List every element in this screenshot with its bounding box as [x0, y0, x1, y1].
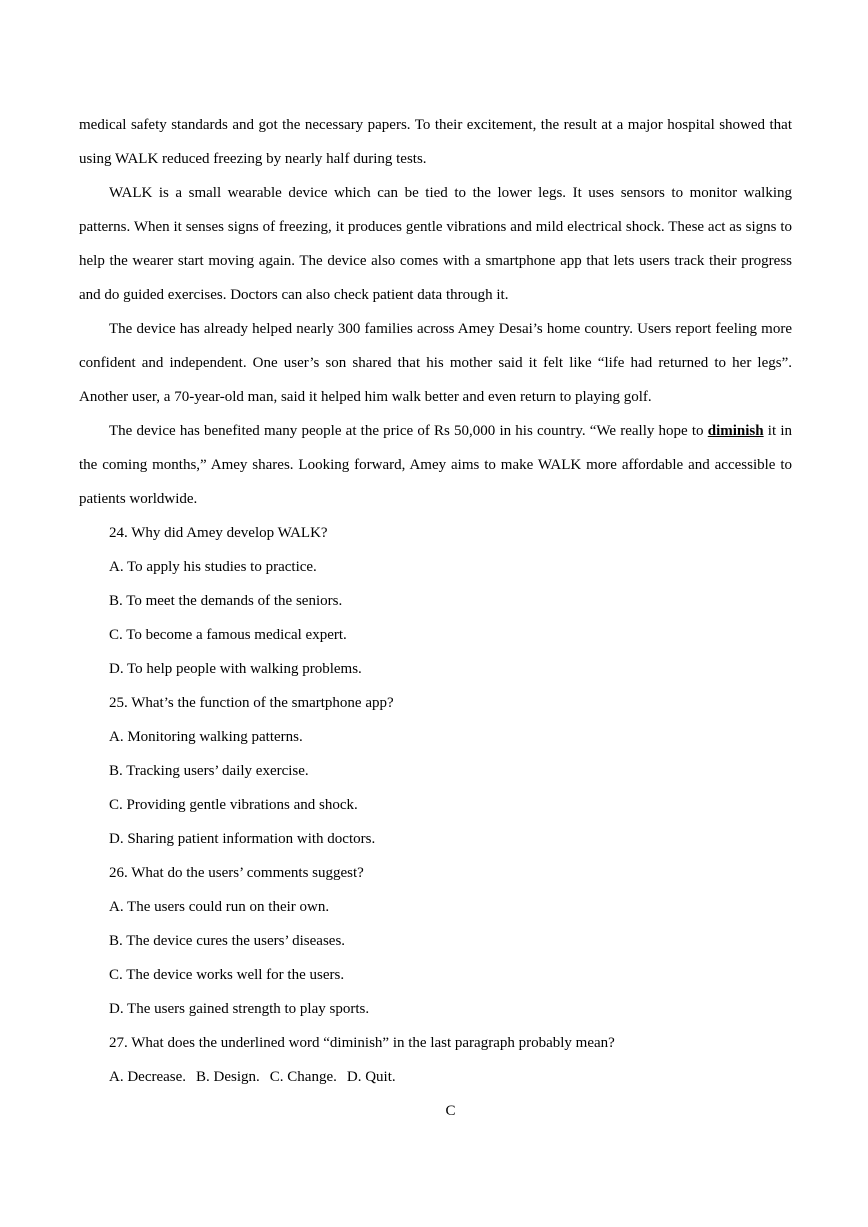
question-26-option-b: B. The device cures the users’ diseases. [109, 933, 346, 949]
question-24-option-a: A. To apply his studies to practice. [109, 559, 317, 575]
question-26-option-c: C. The device works well for the users. [109, 967, 345, 983]
question-27-option-a: A. Decrease. [109, 1069, 187, 1085]
passage-paragraph-1: medical safety standards and got the necessary papers. To their excitement, the result at a major hospital showed that using WALK reduced freezing by nearly half during tests. [79, 117, 792, 167]
question-25-option-b: B. Tracking users’ daily exercise. [109, 763, 309, 779]
question-27-option-d: D. Quit. [346, 1069, 396, 1085]
document-page [79, 108, 792, 1128]
question-26-option-a: A. The users could run on their own. [109, 899, 330, 915]
question-24-stem: 24. Why did Amey develop WALK? [109, 525, 328, 541]
question-25-option-c: C. Providing gentle vibrations and shock. [109, 797, 358, 813]
question-26-stem: 26. What do the users’ comments suggest? [109, 865, 364, 881]
underlined-word: diminish [707, 423, 764, 439]
question-27-option-b: B. Design. [196, 1069, 260, 1085]
question-25-stem: 25. What’s the function of the smartphone app? [109, 695, 394, 711]
question-25-option-d: D. Sharing patient information with doctors. [109, 831, 376, 847]
question-27-options [79, 1060, 792, 1094]
paragraph-4-text-before: The device has benefited many people at the price of Rs 50,000 in his country. “We really hope to [109, 423, 708, 439]
section-letter-heading: C [445, 1103, 456, 1119]
passage-paragraph-4 [79, 414, 792, 516]
question-25-option-a: A. Monitoring walking patterns. [109, 729, 303, 745]
question-24-option-d: D. To help people with walking problems. [109, 661, 362, 677]
passage-paragraph-3: The device has already helped nearly 300 families across Amey Desai’s home country. Users report feeling more confident and independent. One user’s son shared that his mother said it felt like “life had returned to her legs”. Another user, a 70-year-old man, said it helped him walk better and even return to playing golf. [79, 321, 792, 405]
passage-paragraph-2: WALK is a small wearable device which can be tied to the lower legs. It uses sensors to monitor walking patterns. When it senses signs of freezing, it produces gentle vibrations and mild electrical shock. These act as signs to help the wearer start moving again. The device also comes with a smartphone app that lets users track their progress and do guided exercises. Doctors can also check patient data through it. [79, 185, 792, 303]
question-24-option-b: B. To meet the demands of the seniors. [109, 593, 343, 609]
question-24-option-c: C. To become a famous medical expert. [109, 627, 347, 643]
question-27-stem: 27. What does the underlined word “diminish” in the last paragraph probably mean? [109, 1035, 615, 1051]
question-27-option-c: C. Change. [269, 1069, 337, 1085]
question-26-option-d: D. The users gained strength to play sports. [109, 1001, 370, 1017]
paragraph-4-text-after: it in the coming months,” Amey shares. Looking forward, Amey aims to make WALK more affordable and accessible to patients worldwide. [79, 423, 792, 507]
